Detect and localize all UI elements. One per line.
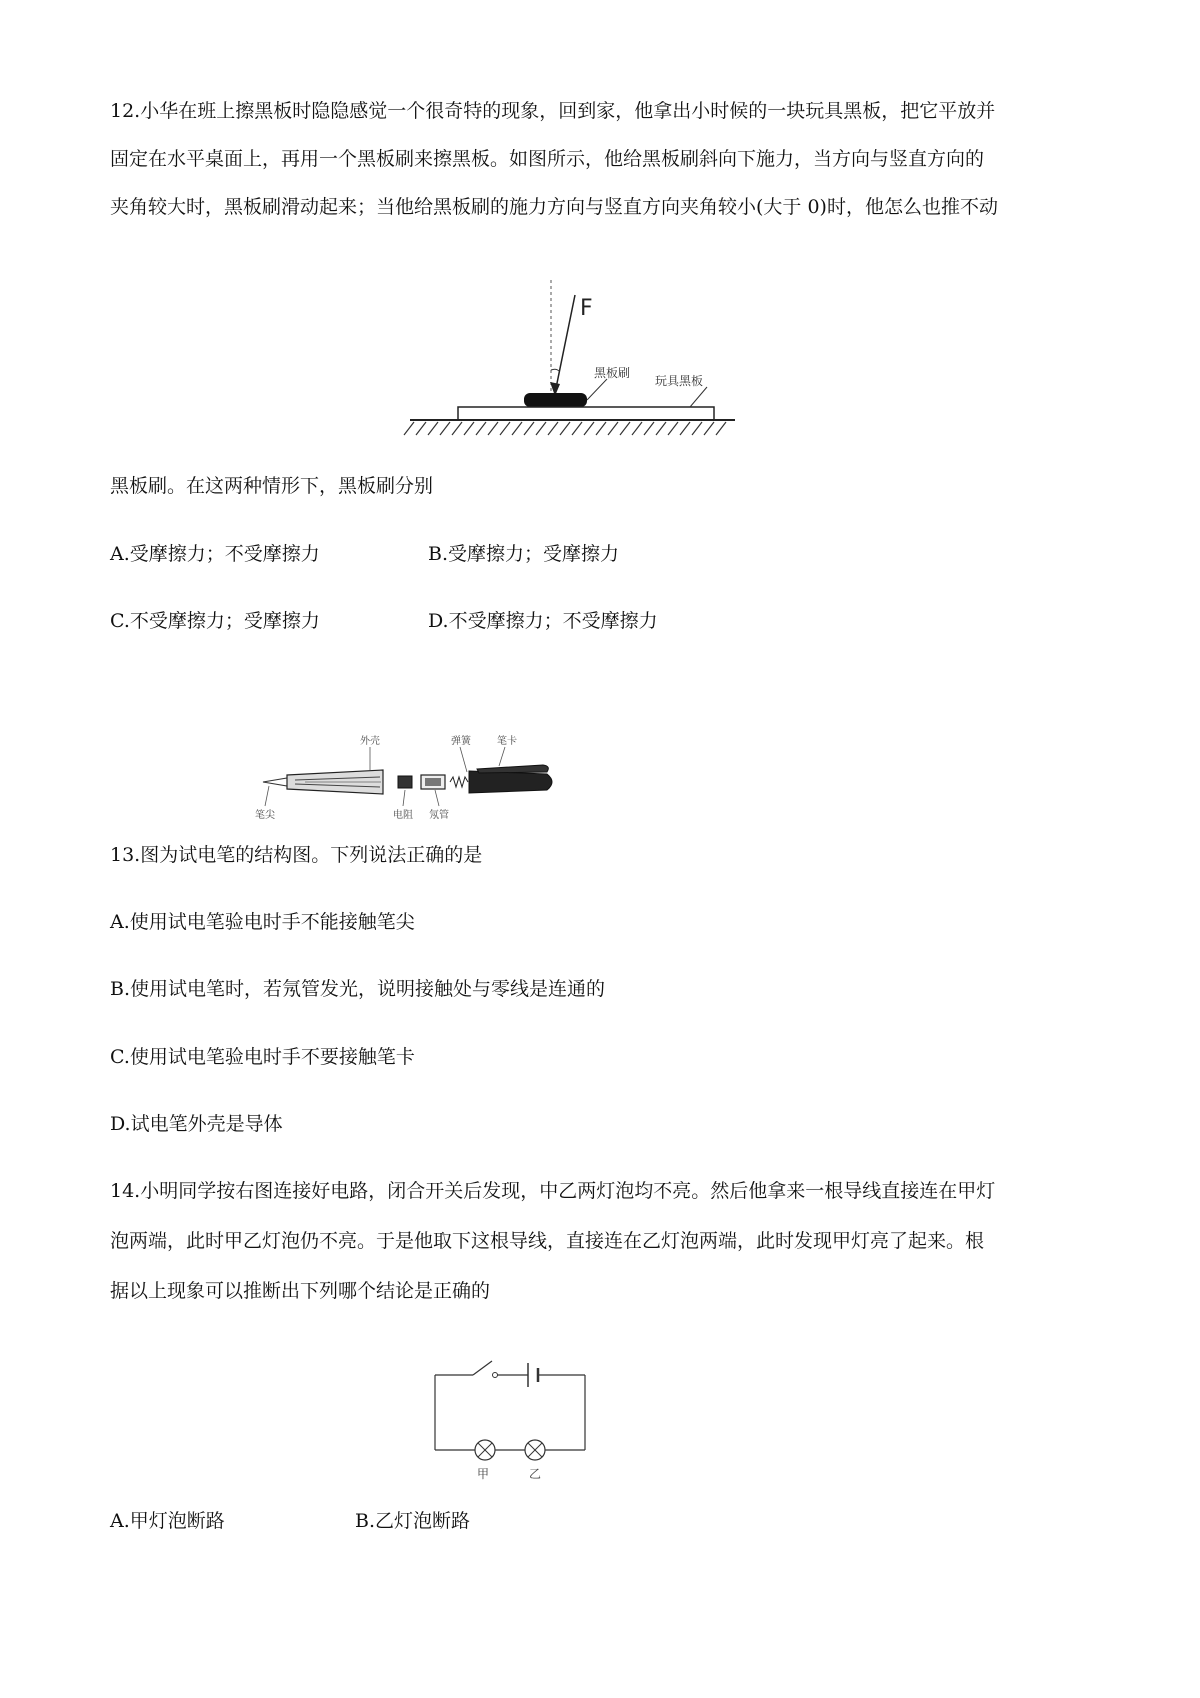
- q12-option-b: B.受摩擦力；受摩擦力: [428, 543, 620, 565]
- pen-resistor: [398, 776, 412, 788]
- blackboard-brush: [524, 393, 587, 407]
- switch-blade: [473, 1361, 492, 1375]
- brush-label: 黑板刷: [594, 366, 631, 380]
- q14-option-b: B.乙灯泡断路: [355, 1510, 471, 1532]
- q12-option-c: C.不受摩擦力；受摩擦力: [110, 610, 320, 632]
- neon-label: 氖管: [429, 810, 449, 821]
- toy-blackboard: [458, 407, 714, 420]
- q12-option-a: A.受摩擦力；不受摩擦力: [110, 543, 320, 565]
- pen-cap: [469, 771, 552, 793]
- clip-label: 笔卡: [497, 736, 517, 747]
- q13-option-a: A.使用试电笔验电时手不能接触笔尖: [110, 911, 415, 933]
- lamp-jia-label: 甲: [477, 1467, 490, 1481]
- shell-label: 外壳: [360, 736, 380, 747]
- lamp-jia: [475, 1440, 495, 1460]
- lamp-yi-label: 乙: [529, 1467, 542, 1481]
- q14-line-2: 泡两端，此时甲乙灯泡仍不亮。于是他取下这根导线，直接连在乙灯泡两端，此时发现甲灯亮了起来。根: [110, 1230, 985, 1252]
- q13-stem: 13.图为试电笔的结构图。下列说法正确的是: [110, 844, 483, 866]
- q13-option-c: C.使用试电笔验电时手不要接触笔卡: [110, 1046, 415, 1068]
- q14-option-a: A.甲灯泡断路: [110, 1510, 225, 1532]
- circuit-figure: [425, 1345, 600, 1490]
- force-arrow: [555, 295, 575, 393]
- resistor-label: 电阻: [393, 810, 413, 821]
- pen-spring: [450, 777, 468, 787]
- test-pen-figure: [255, 732, 565, 824]
- tip-label: 笔尖: [255, 810, 275, 821]
- force-label: F: [580, 296, 593, 321]
- q12-line-4: 黑板刷。在这两种情形下，黑板刷分别: [110, 475, 434, 497]
- q13-option-b: B.使用试电笔时，若氖管发光，说明接触处与零线是连通的: [110, 978, 606, 1000]
- blackboard-brush-figure: [400, 275, 740, 455]
- switch-pivot: [493, 1373, 498, 1378]
- q12-line-2: 固定在水平桌面上，再用一个黑板刷来擦黑板。如图所示，他给黑板刷斜向下施力，当方向与竖直方向的: [110, 148, 985, 170]
- pen-tip: [263, 778, 287, 786]
- q12-option-d: D.不受摩擦力；不受摩擦力: [428, 610, 658, 632]
- q14-line-3: 据以上现象可以推断出下列哪个结论是正确的: [110, 1280, 491, 1302]
- board-label: 玩具黑板: [655, 374, 704, 388]
- q14-line-1: 14.小明同学按右图连接好电路，闭合开关后发现，中乙两灯泡均不亮。然后他拿来一根导线直接连在甲灯: [110, 1180, 996, 1202]
- pen-clip: [477, 765, 548, 773]
- q13-option-d: D.试电笔外壳是导体: [110, 1113, 283, 1135]
- q12-line-1: 12.小华在班上擦黑板时隐隐感觉一个很奇特的现象，回到家，他拿出小时候的一块玩具黑板，把它平放并: [110, 100, 996, 122]
- lamp-yi: [525, 1440, 545, 1460]
- spring-label: 弹簧: [451, 736, 471, 747]
- q12-line-3: 夹角较大时，黑板刷滑动起来；当他给黑板刷的施力方向与竖直方向夹角较小(大于 0)时，他怎么也推不动: [110, 196, 998, 218]
